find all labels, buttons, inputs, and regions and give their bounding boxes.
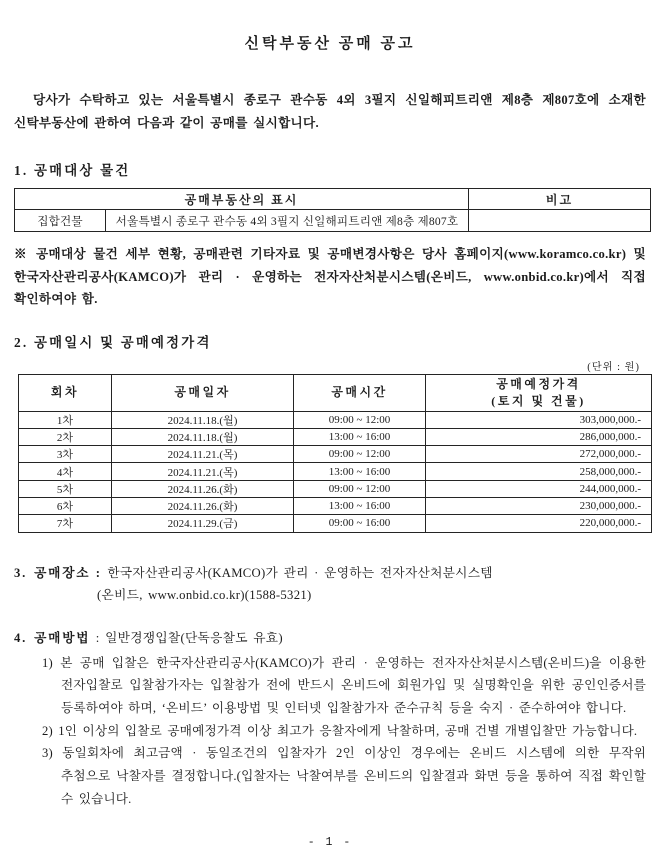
round-cell: 5차 [19, 480, 112, 497]
table-row [19, 480, 652, 497]
section3-label: 3. 공매장소 [14, 565, 91, 580]
section3-line2: (온비드, www.onbid.co.kr)(1588-5321) [97, 587, 312, 602]
table-row [19, 497, 652, 514]
price-cell: 220,000,000.- [426, 515, 652, 532]
time-cell: 13:00 ~ 16:00 [294, 463, 426, 480]
property-table [14, 188, 651, 232]
item-text: 1인 이상의 입찰로 공매예정가격 이상 최고가 응찰자에게 낙찰하며, 공매 건별 개별입찰만 가능합니다. [58, 723, 638, 738]
item-number: 3) [42, 746, 53, 761]
page-number: - 1 - [307, 836, 353, 849]
auction-notice-text: ※ 공매대상 물건 세부 현황, 공매관련 기타자료 및 공매변경사항은 당사 홈페이지(www.koramco.co.kr) 및 한국자산관리공사(KAMCO)가 관리 · 운영하는 전자자산처분시스템(온비드, www.onbid.co.kr)에서 직접 확인하여야 함. [14, 247, 646, 306]
schedule-header-row [19, 374, 652, 411]
round-cell: 1차 [19, 411, 112, 428]
property-table-row [15, 210, 651, 232]
property-remark-cell [469, 210, 651, 232]
round-cell: 3차 [19, 446, 112, 463]
time-cell: 09:00 ~ 12:00 [294, 480, 426, 497]
method-item-2 [14, 720, 646, 743]
price-header-line2: (토지 및 건물) [491, 393, 586, 408]
round-cell: 2차 [19, 428, 112, 445]
table-row [19, 411, 652, 428]
date-cell: 2024.11.29.(금) [112, 515, 294, 532]
table-row [19, 428, 652, 445]
round-cell: 4차 [19, 463, 112, 480]
item-number: 1) [42, 655, 53, 670]
property-header-cell: 공매부동산의 표시 [15, 189, 469, 210]
round-cell: 7차 [19, 515, 112, 532]
time-cell: 09:00 ~ 16:00 [294, 515, 426, 532]
price-header-cell [426, 374, 652, 411]
item-text: 동일회차에 최고금액 · 동일조건의 입찰자가 2인 이상인 경우에는 온비드 시스템에 의한 무작위 추첨으로 낙찰자를 결정합니다.(입찰자는 낙찰여부를 온비드의 입찰결과 화면 등을 통하여 직접 확인할 수 있습니다. [61, 746, 646, 806]
method-item-3 [14, 742, 646, 810]
round-header-cell: 회차 [19, 374, 112, 411]
round-cell: 6차 [19, 497, 112, 514]
method-item-1 [14, 652, 646, 720]
section3-location-text: 한국자산관리공사(KAMCO)가 관리 · 운영하는 전자자산처분시스템 [107, 565, 493, 580]
property-address-cell: 서울특별시 종로구 관수동 4외 3필지 신일해피트리앤 제8층 제807호 [106, 210, 469, 232]
intro-paragraph: 당사가 수탁하고 있는 서울특별시 종로구 관수동 4외 3필지 신일해피트리앤 제8층 제807호에 소재한 신탁부동산에 관하여 다음과 같이 공매를 실시합니다. [14, 93, 646, 130]
section4-line1 [14, 627, 646, 649]
property-table-header-row [15, 189, 651, 210]
section4-label: 4. 공매방법 [14, 630, 91, 645]
schedule-table [18, 374, 652, 533]
price-cell: 230,000,000.- [426, 497, 652, 514]
section3-line1 [14, 562, 646, 584]
price-header-line1: 공매예정가격 [496, 376, 581, 391]
date-cell: 2024.11.18.(월) [112, 411, 294, 428]
unit-label: (단위 : 원) [587, 361, 640, 373]
table-row [19, 515, 652, 532]
section4-colon: : [95, 630, 100, 645]
price-cell: 286,000,000.- [426, 428, 652, 445]
price-cell: 272,000,000.- [426, 446, 652, 463]
remark-header-cell: 비고 [469, 189, 651, 210]
section3-colon: : [95, 565, 102, 580]
date-cell: 2024.11.21.(목) [112, 463, 294, 480]
item-number: 2) [42, 723, 53, 738]
price-cell: 258,000,000.- [426, 463, 652, 480]
time-cell: 09:00 ~ 12:00 [294, 411, 426, 428]
item-text: 본 공매 입찰은 한국자산관리공사(KAMCO)가 관리 · 운영하는 전자자산처분시스템(온비드)을 이용한 전자입찰로 입찰참가자는 입찰참가 전에 반드시 온비드에 회원가입 및 실명확인을 위한 공인인증서를 등록하여야 하며, ‘온비드’ 이용방법 및 인터넷 입찰참가자 준수규칙 등을 숙지 · 준수하여야 합니다. [60, 655, 646, 715]
section1-heading: 1. 공매대상 물건 [14, 163, 131, 178]
time-cell: 13:00 ~ 16:00 [294, 428, 426, 445]
time-header-cell: 공매시간 [294, 374, 426, 411]
date-cell: 2024.11.18.(월) [112, 428, 294, 445]
section4-method-text: 일반경쟁입찰(단독응찰도 유효) [105, 630, 283, 645]
section2-heading: 2. 공매일시 및 공매예정가격 [14, 334, 212, 350]
date-cell: 2024.11.26.(화) [112, 497, 294, 514]
table-row [19, 463, 652, 480]
time-cell: 13:00 ~ 16:00 [294, 497, 426, 514]
date-cell: 2024.11.21.(목) [112, 446, 294, 463]
table-row [19, 446, 652, 463]
property-type-cell: 집합건물 [15, 210, 106, 232]
page-title: 신탁부동산 공매 공고 [244, 36, 416, 52]
price-cell: 303,000,000.- [426, 411, 652, 428]
time-cell: 09:00 ~ 12:00 [294, 446, 426, 463]
date-header-cell: 공매일자 [112, 374, 294, 411]
date-cell: 2024.11.26.(화) [112, 480, 294, 497]
method-item-list [14, 652, 646, 811]
price-cell: 244,000,000.- [426, 480, 652, 497]
